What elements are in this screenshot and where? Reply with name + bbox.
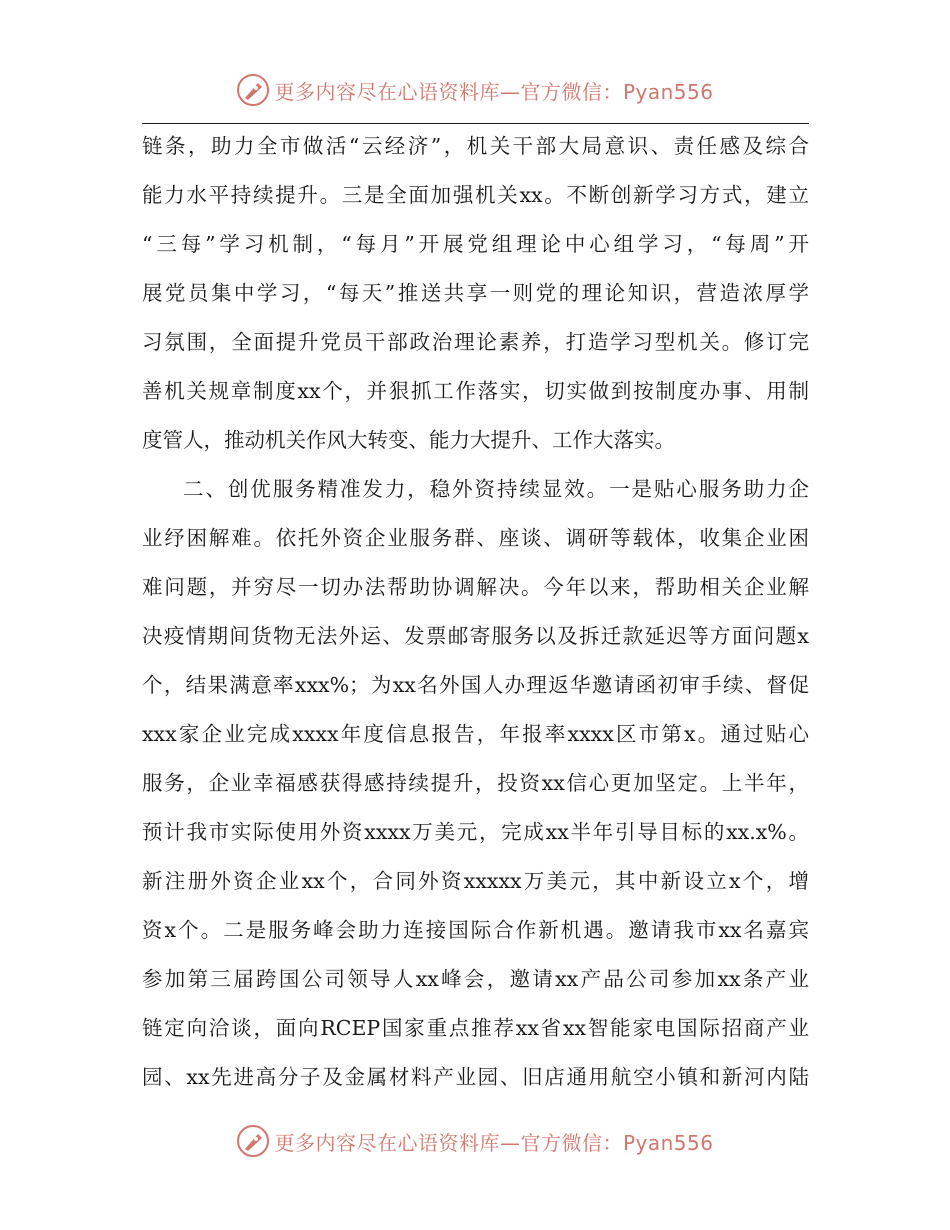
body-line: 度管人，推动机关作风大转变、能力大提升、工作大落实。 (142, 428, 675, 452)
body-line: 难问题，并穷尽一切办法帮助协调解决。今年以来，帮助相关企业解 (142, 575, 809, 599)
body-line: 个，结果满意率xxx%；为xx名外国人办理返华邀请函初审手续、督促 (142, 673, 809, 697)
body-line: 新注册外资企业xx个，合同外资xxxxx万美元，其中新设立x个，增 (142, 869, 809, 893)
body-line: 服务，企业幸福感获得感持续提升，投资xx信心更加坚定。上半年， (142, 771, 809, 795)
body-line: “三每”学习机制，“每月”开展党组理论中心组学习，“每周”开 (142, 232, 809, 256)
header-watermark (0, 70, 950, 110)
header-watermark-text: 更多内容尽在心语资料库—官方微信：Pyan556 (274, 79, 714, 104)
document-body (142, 122, 809, 1102)
pen-nib-logo-icon (236, 73, 270, 107)
body-line: 预计我市实际使用外资xxxx万美元，完成xx半年引导目标的xx.x%。 (142, 820, 809, 844)
body-line: 资x个。二是服务峰会助力连接国际合作新机遇。邀请我市xx名嘉宾 (142, 918, 809, 942)
body-line: 展党员集中学习，“每天”推送共享一则党的理论知识，营造浓厚学 (142, 281, 809, 305)
body-line: 决疫情期间货物无法外运、发票邮寄服务以及拆迁款延迟等方面问题x (142, 624, 809, 648)
body-line: 善机关规章制度xx个，并狠抓工作落实，切实做到按制度办事、用制 (142, 379, 809, 403)
body-line: 链定向洽谈，面向RCEP国家重点推荐xx省xx智能家电国际招商产业 (142, 1016, 809, 1040)
body-line: 能力水平持续提升。三是全面加强机关xx。不断创新学习方式，建立 (142, 183, 809, 207)
body-line: 参加第三届跨国公司领导人xx峰会，邀请xx产品公司参加xx条产业 (142, 967, 809, 991)
body-line: xxx家企业完成xxxx年度信息报告，年报率xxxx区市第x。通过贴心 (142, 722, 809, 746)
body-line: 园、xx先进高分子及金属材料产业园、旧店通用航空小镇和新河内陆 (142, 1065, 809, 1089)
pen-nib-logo-icon (236, 1124, 270, 1158)
body-line: 链条，助力全市做活“云经济”，机关干部大局意识、责任感及综合 (142, 134, 809, 158)
body-line: 业纾困解难。依托外资企业服务群、座谈、调研等载体，收集企业困 (142, 526, 809, 550)
body-line: 习氛围，全面提升党员干部政治理论素养，打造学习型机关。修订完 (142, 330, 809, 354)
footer-watermark-text: 更多内容尽在心语资料库—官方微信：Pyan556 (274, 1130, 714, 1155)
footer-watermark (0, 1121, 950, 1161)
section-heading-line: 二、创优服务精准发力，稳外资持续显效。一是贴心服务助力企 (183, 477, 809, 501)
